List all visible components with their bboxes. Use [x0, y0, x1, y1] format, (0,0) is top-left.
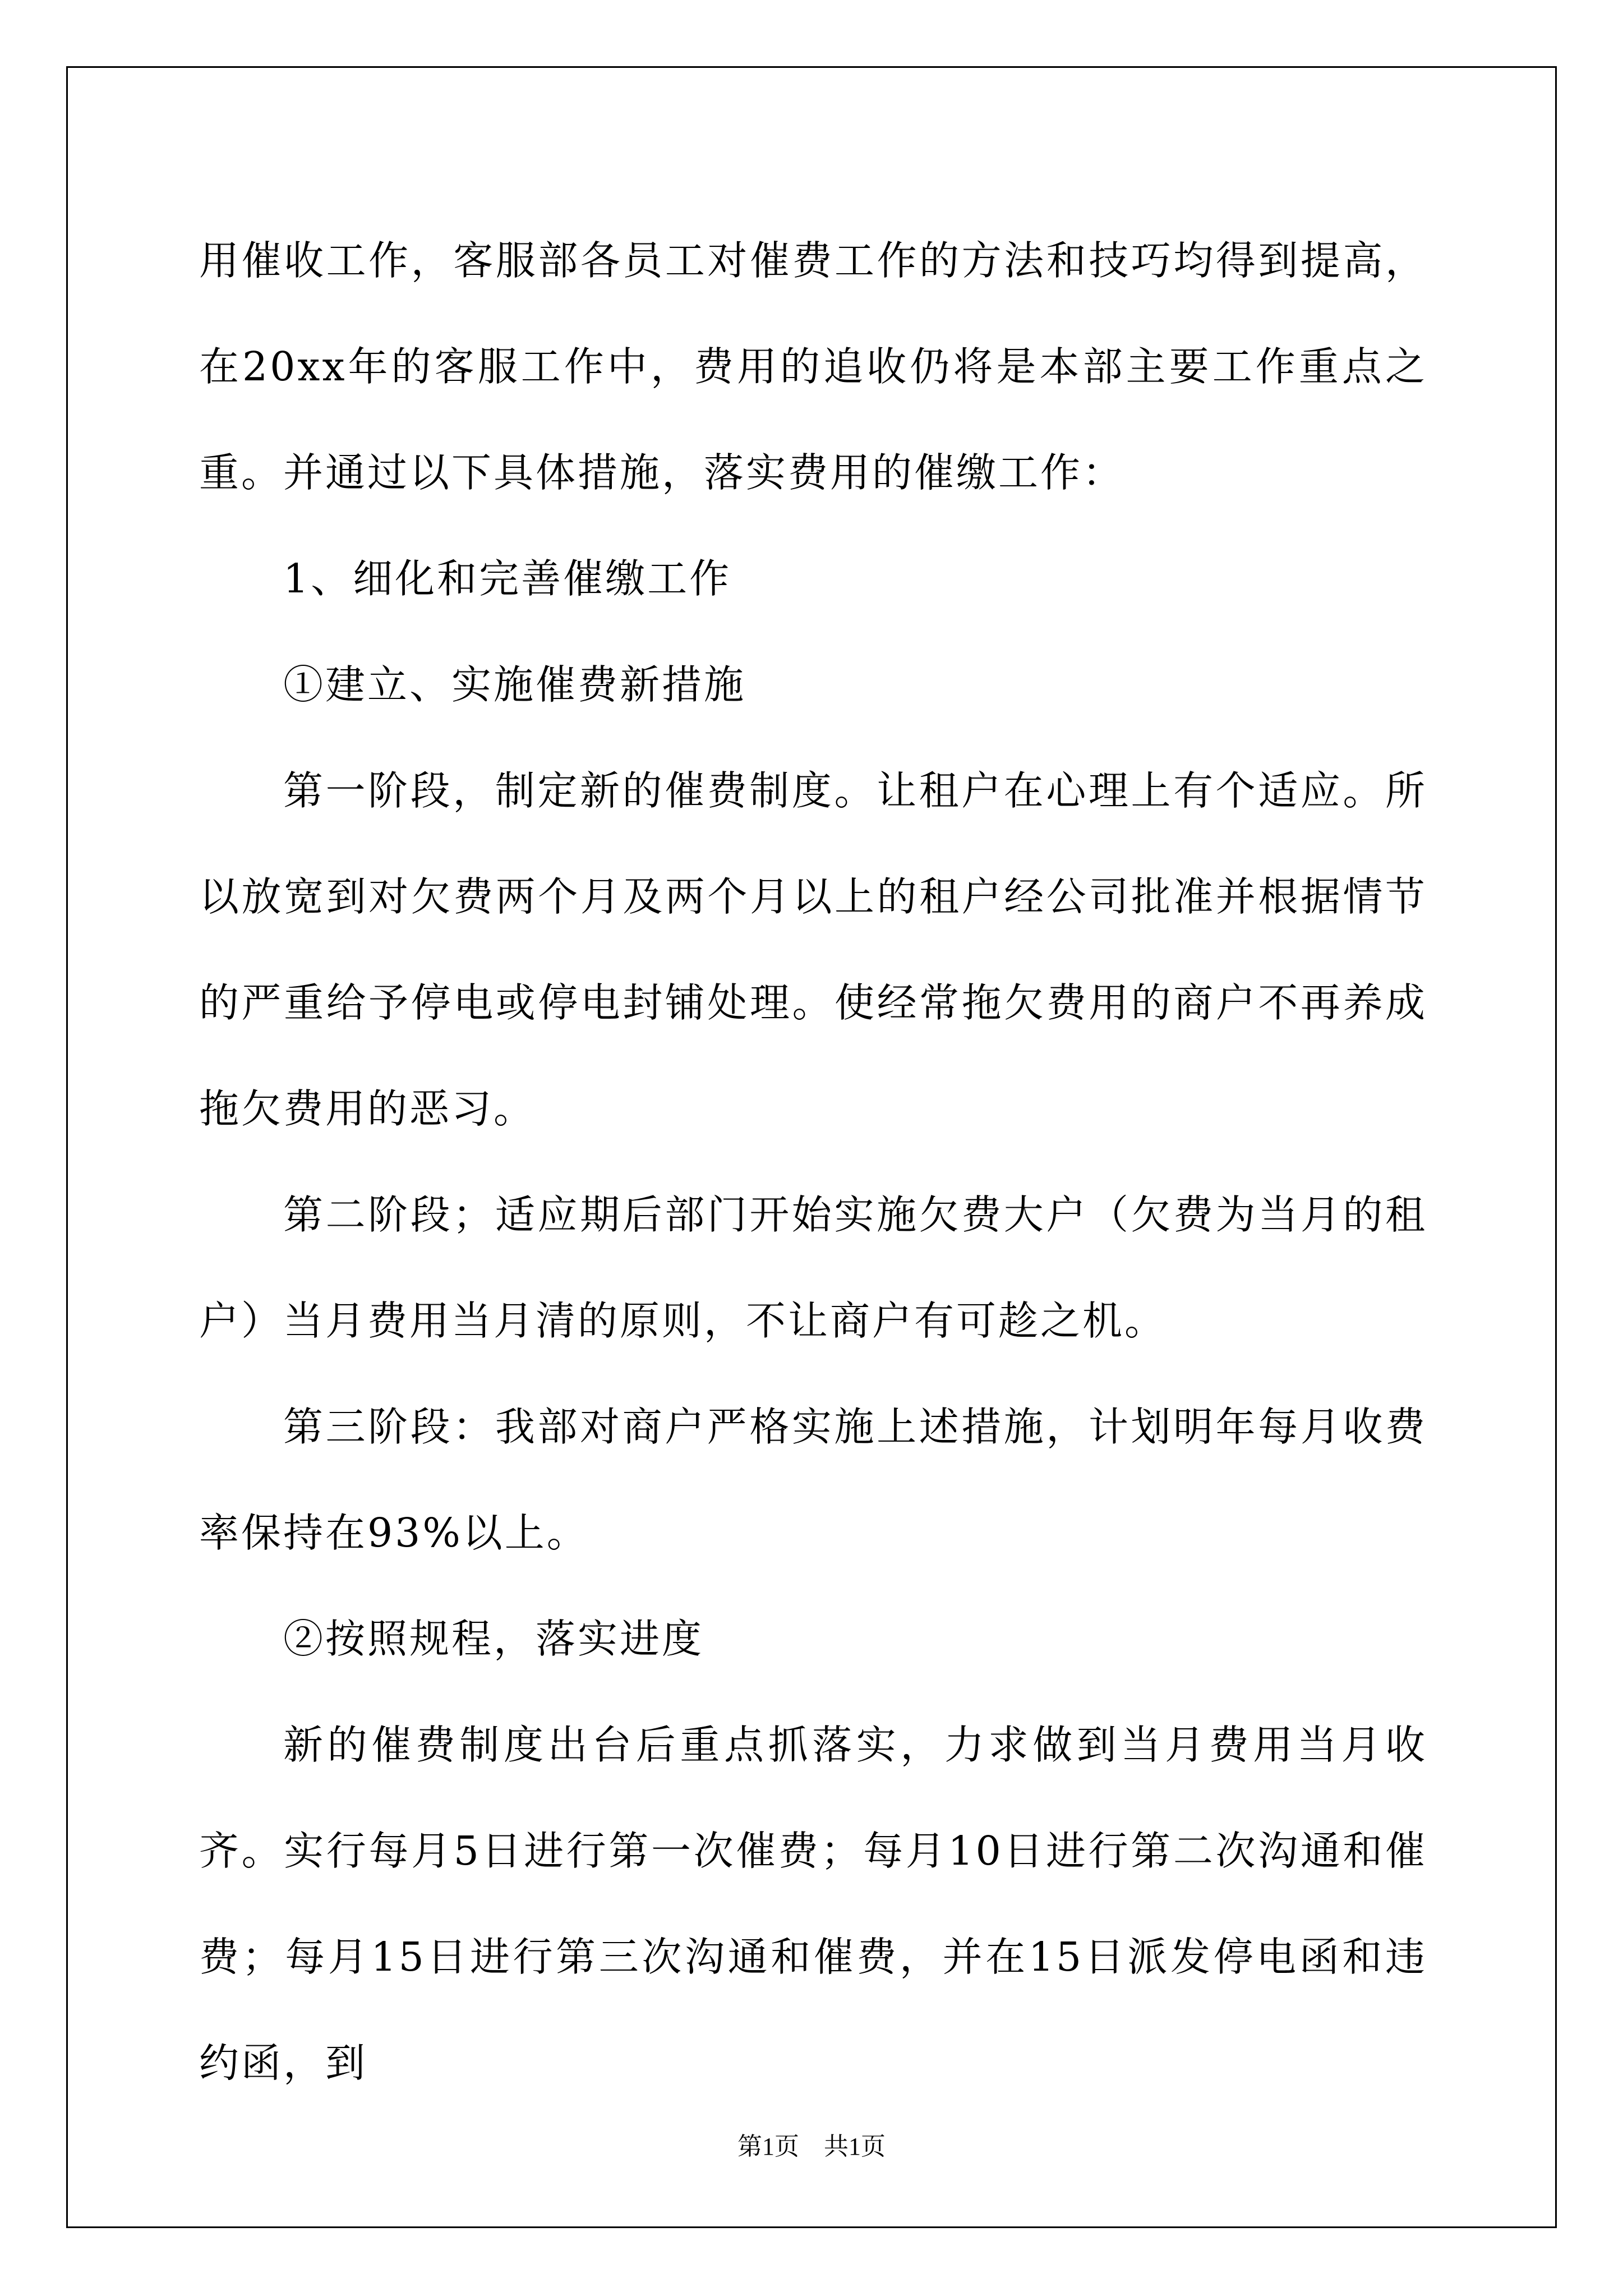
- heading-section-1: 1、细化和完善催缴工作: [283, 555, 732, 602]
- subheading-2: ②按照规程，落实进度: [283, 1616, 704, 1662]
- subheading-1: ①建立、实施催费新措施: [283, 661, 746, 708]
- paragraph-1: 用催收工作，客服部各员工对催费工作的方法和技巧均得到提高，在20xx年的客服工作中，费用的追收仍将是本部主要工作重点之重。并通过以下具体措施，落实费用的催缴工作：: [199, 237, 1427, 496]
- paragraph-stage-3: 第三阶段：我部对商户严格实施上述措施，计划明年每月收费率保持在93%以上。: [199, 1404, 1427, 1556]
- document-body: [199, 208, 1427, 2116]
- page-number-footer: 第1页 共1页: [737, 2133, 886, 2160]
- paragraph-schedule: 新的催费制度出台后重点抓落实，力求做到当月费用当月收齐。实行每月5日进行第一次催费；每月10日进行第二次沟通和催费；每月15日进行第三次沟通和催费，并在15日派发停电函和违约函，到: [199, 1722, 1427, 2086]
- paragraph-stage-2: 第二阶段；适应期后部门开始实施欠费大户（欠费为当月的租户）当月费用当月清的原则，不让商户有可趁之机。: [199, 1191, 1427, 1344]
- paragraph-stage-1: 第一阶段，制定新的催费制度。让租户在心理上有个适应。所以放宽到对欠费两个月及两个月以上的租户经公司批准并根据情节的严重给予停电或停电封铺处理。使经常拖欠费用的商户不再养成拖欠费用的恶习。: [199, 767, 1427, 1132]
